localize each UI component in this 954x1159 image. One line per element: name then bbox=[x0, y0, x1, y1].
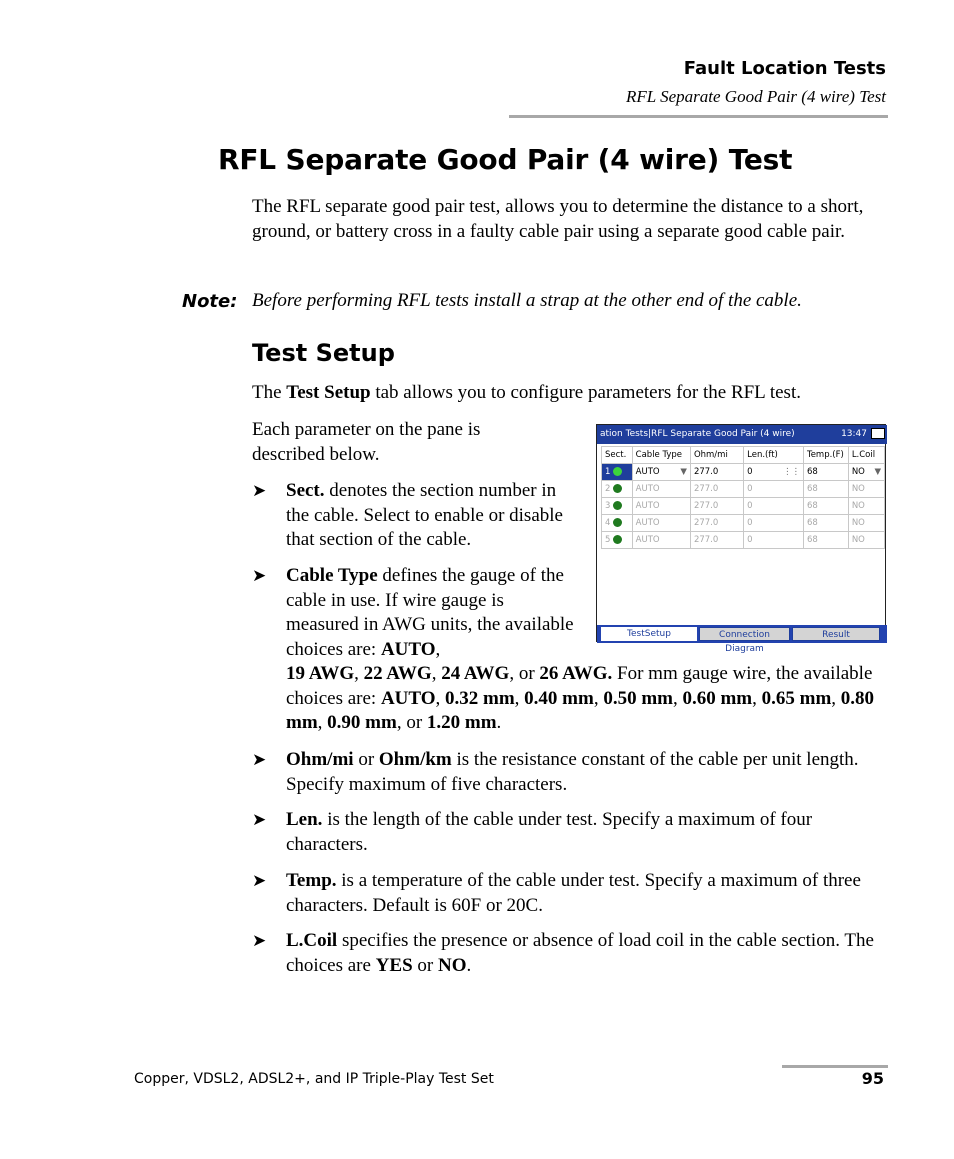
sections-table bbox=[601, 446, 885, 549]
len-cell: 0 bbox=[744, 515, 804, 532]
table-row[interactable] bbox=[602, 532, 885, 549]
col-header: Cable Type bbox=[632, 447, 690, 464]
bullet-ohm: Ohm/mi or Ohm/km is the resistance constant of the cable per unit length. Specify maximum of five characters. bbox=[286, 749, 859, 795]
device-tab-bar bbox=[597, 625, 887, 654]
table-row[interactable] bbox=[602, 464, 885, 481]
bullet-arrow-icon: ➤ bbox=[252, 931, 267, 950]
table-row[interactable] bbox=[602, 515, 885, 532]
col-header: L.Coil bbox=[848, 447, 884, 464]
disabled-dot-icon bbox=[613, 518, 622, 527]
keyboard-icon[interactable] bbox=[871, 428, 885, 439]
ohm-cell: 277.0 bbox=[690, 515, 743, 532]
cable-type-cell: AUTO bbox=[632, 515, 690, 532]
setup-intro: The Test Setup tab allows you to configure parameters for the RFL test. bbox=[252, 382, 801, 403]
cable-type-cell: AUTO bbox=[632, 481, 690, 498]
len-input[interactable]: 0 ⋮⋮ bbox=[744, 464, 804, 481]
note-text: Before performing RFL tests install a strap at the other end of the cable. bbox=[252, 290, 802, 311]
device-clock: 13:47 bbox=[841, 429, 867, 439]
dropdown-arrow-icon: ▼ bbox=[680, 467, 687, 477]
enabled-dot-icon bbox=[613, 467, 622, 476]
bullet-arrow-icon: ➤ bbox=[252, 566, 267, 585]
tab-test-setup[interactable]: TestSetup bbox=[601, 627, 697, 641]
header-rule bbox=[509, 115, 888, 118]
cable-type-cell: AUTO bbox=[632, 532, 690, 549]
len-cell: 0 bbox=[744, 532, 804, 549]
dropdown-arrow-icon: ▼ bbox=[874, 467, 881, 477]
bullet-arrow-icon: ➤ bbox=[252, 750, 267, 769]
ohm-input[interactable]: 277.0 bbox=[690, 464, 743, 481]
keypad-icon: ⋮⋮ bbox=[782, 467, 800, 477]
disabled-dot-icon bbox=[613, 535, 622, 544]
ohm-cell: 277.0 bbox=[690, 532, 743, 549]
bullet-temp: Temp. is a temperature of the cable under test. Specify a maximum of three characters. Default is 60F or 20C. bbox=[286, 870, 861, 916]
section-toggle[interactable]: 1 bbox=[602, 464, 633, 481]
lcoil-cell: NO bbox=[848, 498, 884, 515]
page-title: RFL Separate Good Pair (4 wire) Test bbox=[218, 143, 793, 176]
running-header-subtitle: RFL Separate Good Pair (4 wire) Test bbox=[625, 87, 886, 106]
intro-paragraph: The RFL separate good pair test, allows you to determine the distance to a short, ground, or battery cross in a faulty cable pair using a separate good cable pair. bbox=[252, 196, 864, 242]
temp-cell: 68 bbox=[803, 498, 848, 515]
ohm-cell: 277.0 bbox=[690, 481, 743, 498]
page-number: 95 bbox=[861, 1069, 884, 1088]
section-toggle[interactable]: 4 bbox=[602, 515, 633, 532]
table-row[interactable] bbox=[602, 481, 885, 498]
running-header-title: Fault Location Tests bbox=[683, 58, 886, 79]
ohm-cell: 277.0 bbox=[690, 498, 743, 515]
lcoil-select[interactable]: NO ▼ bbox=[848, 464, 884, 481]
bullet-cable-type: Cable Type defines the gauge of the cable in use. If wire gauge is measured in AWG units, the available choices are: AUTO, bbox=[286, 565, 574, 660]
section-toggle[interactable]: 2 bbox=[602, 481, 633, 498]
disabled-dot-icon bbox=[613, 501, 622, 510]
col-header: Ohm/mi bbox=[690, 447, 743, 464]
disabled-dot-icon bbox=[613, 484, 622, 493]
col-header: Temp.(F) bbox=[803, 447, 848, 464]
section-toggle[interactable]: 3 bbox=[602, 498, 633, 515]
col-header: Sect. bbox=[602, 447, 633, 464]
col-header: Len.(ft) bbox=[744, 447, 804, 464]
bullet-arrow-icon: ➤ bbox=[252, 871, 267, 890]
bullet-len: Len. is the length of the cable under test. Specify a maximum of four characters. bbox=[286, 809, 813, 855]
section-title: Test Setup bbox=[252, 339, 395, 367]
len-cell: 0 bbox=[744, 498, 804, 515]
lcoil-cell: NO bbox=[848, 515, 884, 532]
note-label: Note: bbox=[182, 291, 238, 312]
each-param-text: Each parameter on the pane is described below. bbox=[252, 419, 481, 465]
tab-result[interactable]: Result bbox=[792, 627, 880, 641]
bullet-arrow-icon: ➤ bbox=[252, 810, 267, 829]
device-title-bar bbox=[597, 425, 887, 444]
device-title: ation Tests|RFL Separate Good Pair (4 wire) bbox=[600, 429, 795, 439]
footer-rule bbox=[782, 1065, 888, 1068]
section-toggle[interactable]: 5 bbox=[602, 532, 633, 549]
temp-cell: 68 bbox=[803, 532, 848, 549]
bullet-sect: Sect. denotes the section number in the cable. Select to enable or disable that section of the cable. bbox=[286, 480, 563, 550]
tab-connection-diagram[interactable]: Connection Diagram bbox=[699, 627, 790, 641]
temp-cell: 68 bbox=[803, 481, 848, 498]
table-row[interactable] bbox=[602, 498, 885, 515]
cable-type-cell: AUTO bbox=[632, 498, 690, 515]
bullet-lcoil: L.Coil specifies the presence or absence of load coil in the cable section. The choices are YES or NO. bbox=[286, 930, 874, 976]
lcoil-cell: NO bbox=[848, 532, 884, 549]
len-cell: 0 bbox=[744, 481, 804, 498]
temp-input[interactable]: 68 bbox=[803, 464, 848, 481]
device-screenshot bbox=[596, 424, 886, 654]
lcoil-cell: NO bbox=[848, 481, 884, 498]
footer-title: Copper, VDSL2, ADSL2+, and IP Triple-Play Test Set bbox=[134, 1071, 494, 1087]
temp-cell: 68 bbox=[803, 515, 848, 532]
bullet-cable-type-cont: 19 AWG, 22 AWG, 24 AWG, or 26 AWG. For mm gauge wire, the available choices are: AUTO, 0.32 mm, 0.40 mm, 0.50 mm, 0.60 mm, 0.65 mm, 0.80 mm, 0.90 mm, or 1.20 mm. bbox=[286, 663, 875, 733]
cable-type-select[interactable]: AUTO ▼ bbox=[632, 464, 690, 481]
bullet-arrow-icon: ➤ bbox=[252, 481, 267, 500]
